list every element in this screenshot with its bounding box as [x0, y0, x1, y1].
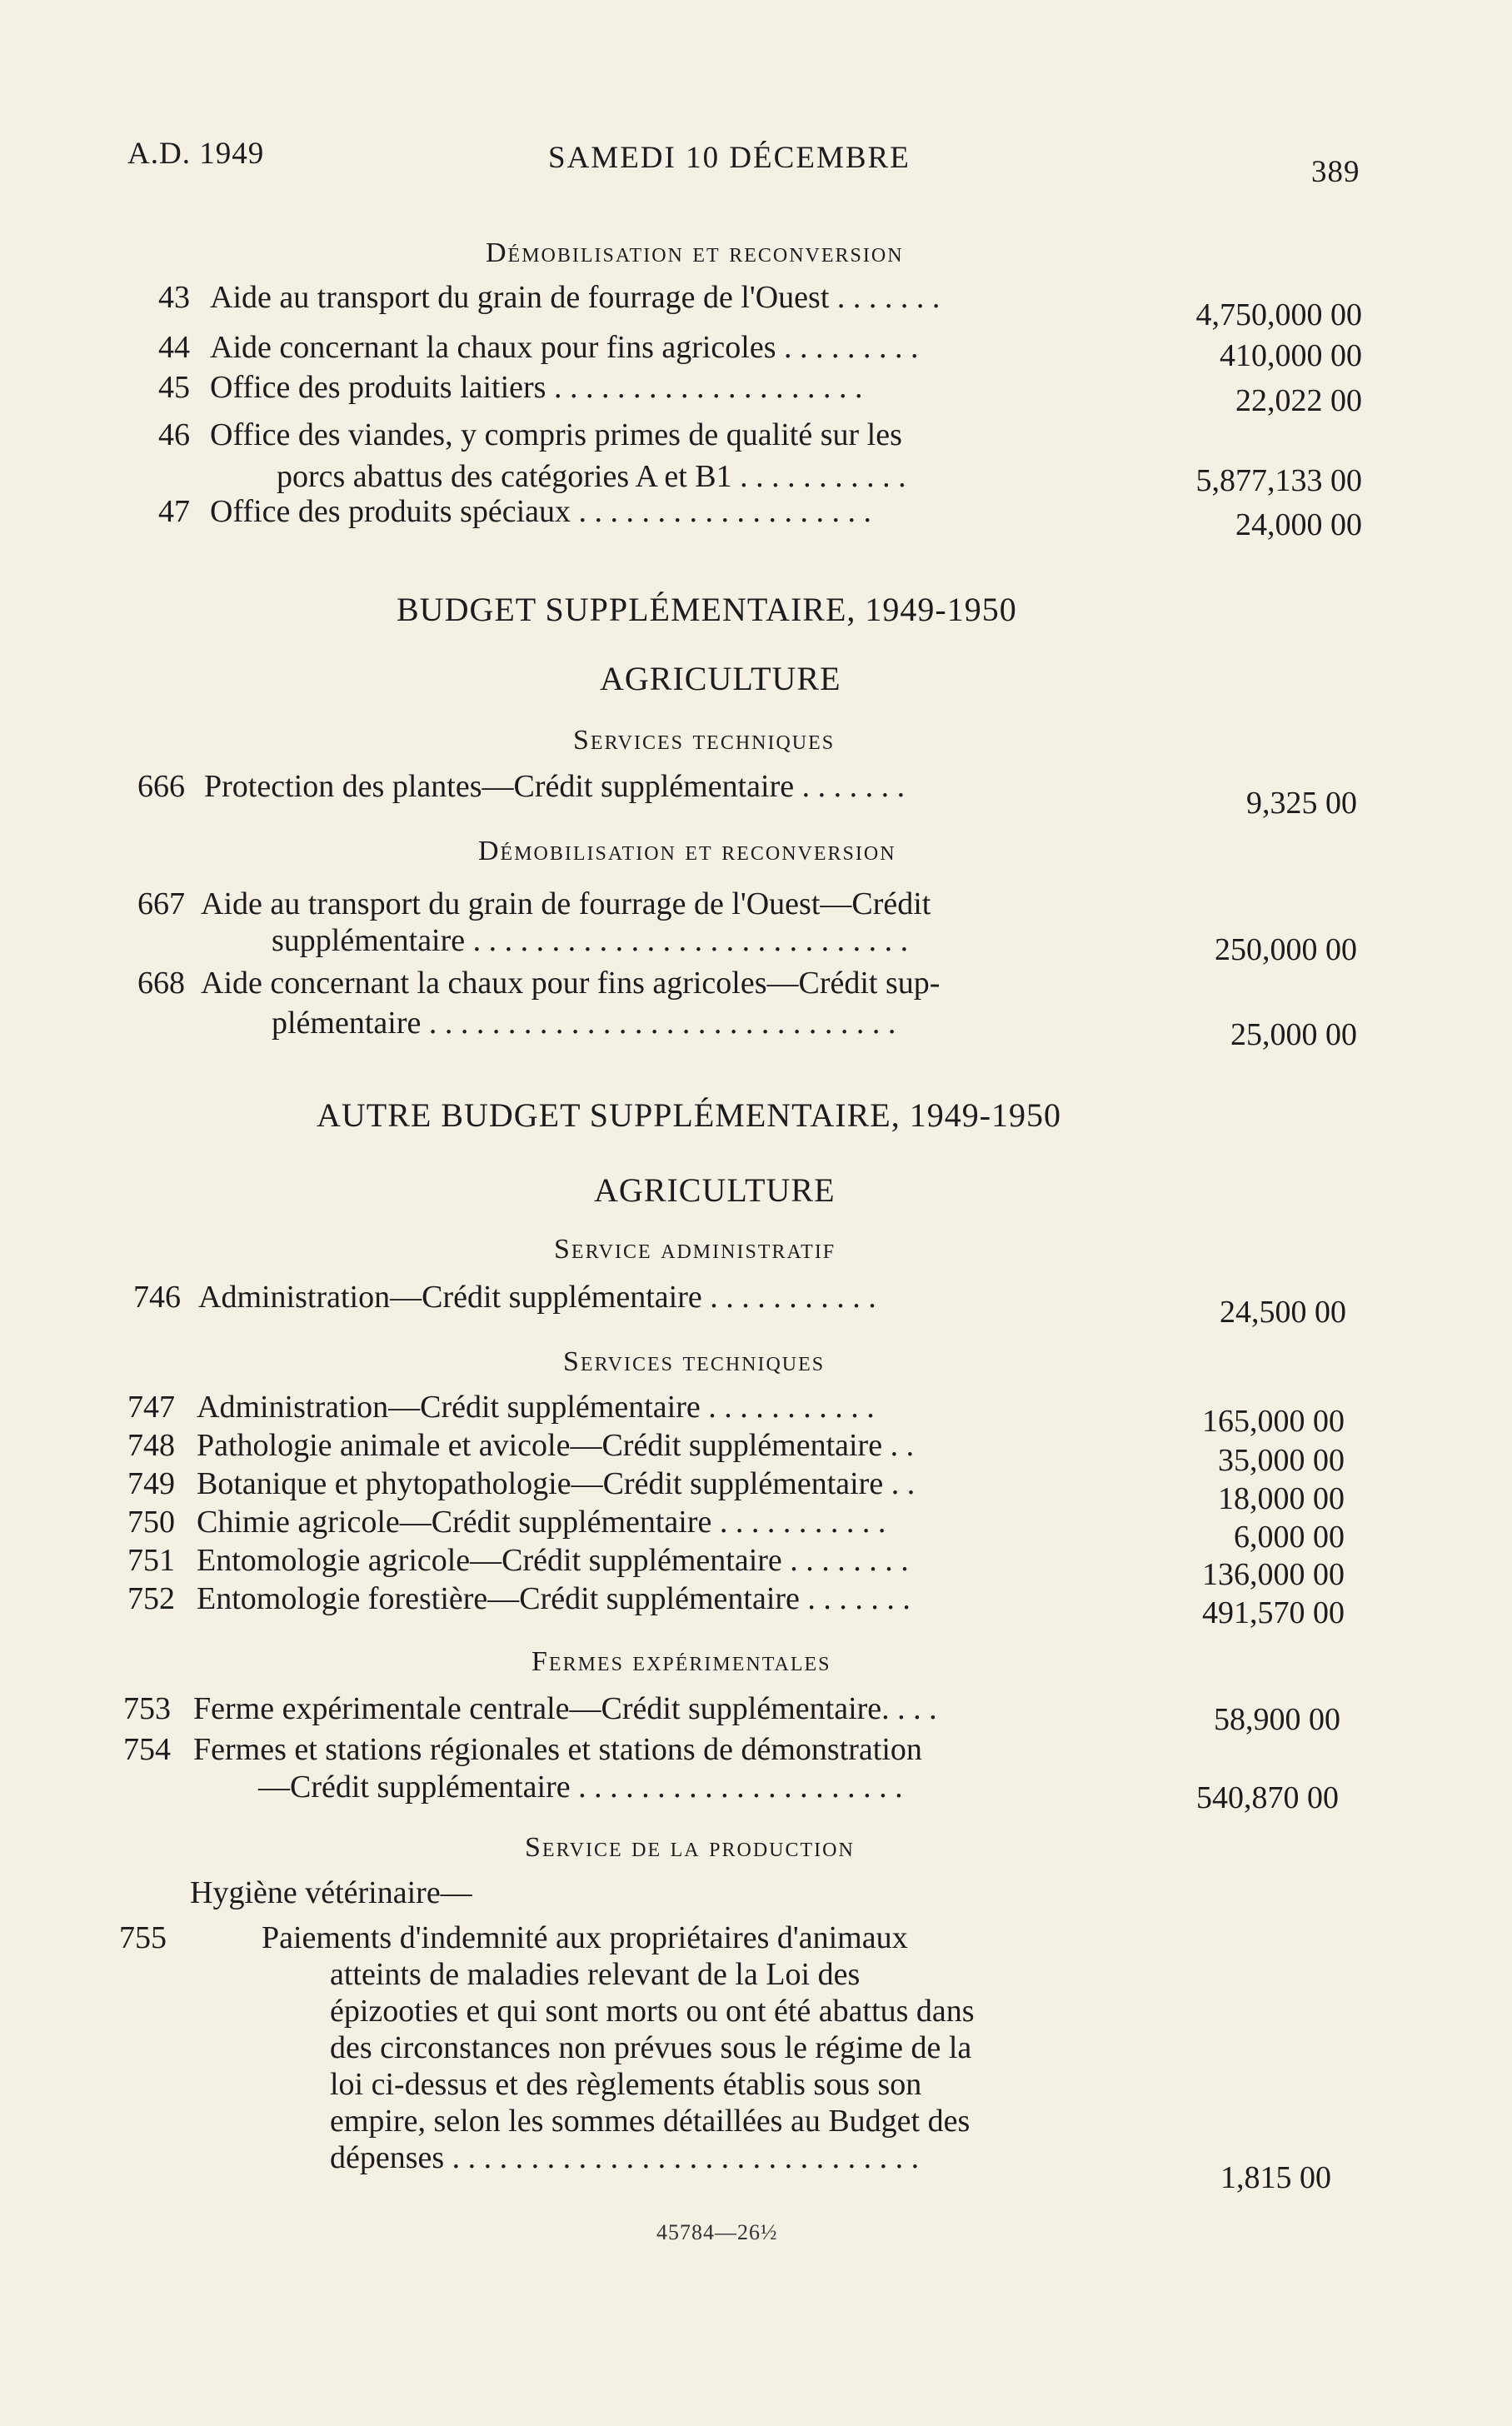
- item-amount: 491,570 00: [1202, 1595, 1345, 1630]
- item-number: 748: [127, 1428, 175, 1463]
- item-text: Paiements d'indemnité aux propriétaires d'animaux: [262, 1920, 908, 1955]
- item-amount: 9,325 00: [1246, 786, 1357, 821]
- section-heading-technical: Services techniques: [563, 1346, 826, 1377]
- subsection-label: Hygiène vétérinaire—: [190, 1875, 472, 1910]
- item-amount: 18,000 00: [1218, 1481, 1345, 1516]
- item-text: Protection des plantes—Crédit supplémentaire . . . . . . .: [204, 769, 906, 804]
- item-number: 750: [127, 1505, 175, 1540]
- item-amount: 25,000 00: [1230, 1017, 1357, 1052]
- item-text-continued: loi ci-dessus et des règlements établis sous son: [330, 2067, 922, 2102]
- item-text: Chimie agricole—Crédit supplémentaire . . . . . . . . . . .: [197, 1505, 886, 1540]
- header-year: A.D. 1949: [127, 137, 265, 171]
- item-text: Office des produits laitiers . . . . . . . . . . . . . . . . . . . .: [210, 370, 863, 405]
- item-text: Administration—Crédit supplémentaire . . . . . . . . . . .: [197, 1390, 875, 1425]
- item-text-continued: supplémentaire . . . . . . . . . . . . . . . . . . . . . . . . . . . .: [272, 923, 909, 958]
- item-number: 747: [127, 1390, 175, 1425]
- section-heading-production: Service de la production: [525, 1832, 855, 1863]
- item-text-continued: épizooties et qui sont morts ou ont été abattus dans: [330, 1994, 975, 2029]
- item-number: 667: [137, 886, 185, 921]
- item-amount: 6,000 00: [1234, 1520, 1345, 1555]
- item-number: 751: [127, 1543, 175, 1578]
- item-number: 44: [158, 330, 190, 365]
- item-amount: 1,815 00: [1220, 2160, 1331, 2195]
- item-amount: 410,000 00: [1220, 338, 1362, 373]
- budget-subtitle: AGRICULTURE: [594, 1171, 836, 1209]
- item-text-continued: empire, selon les sommes détaillées au Budget des: [330, 2104, 971, 2139]
- item-number: 45: [158, 370, 190, 405]
- item-text: Fermes et stations régionales et stations de démonstration: [193, 1732, 922, 1767]
- item-text: Botanique et phytopathologie—Crédit supplémentaire . .: [197, 1466, 916, 1501]
- item-number: 753: [123, 1691, 171, 1726]
- item-text: Entomologie agricole—Crédit supplémentaire . . . . . . . .: [197, 1543, 909, 1578]
- budget-title: BUDGET SUPPLÉMENTAIRE, 1949-1950: [397, 591, 1017, 628]
- item-text-continued: porcs abattus des catégories A et B1 . . . . . . . . . . .: [277, 459, 906, 494]
- item-number: 668: [137, 966, 185, 1001]
- item-number: 755: [119, 1920, 167, 1955]
- item-amount: 250,000 00: [1215, 932, 1357, 967]
- item-amount: 35,000 00: [1218, 1443, 1345, 1478]
- section-heading-administrative: Service administratif: [554, 1234, 836, 1265]
- item-number: 666: [137, 769, 185, 804]
- item-text: Aide au transport du grain de fourrage de l'Ouest—Crédit: [201, 886, 931, 921]
- item-text: Office des produits spéciaux . . . . . . . . . . . . . . . . . . .: [210, 494, 872, 529]
- section-heading-farms: Fermes expérimentales: [531, 1646, 831, 1677]
- item-amount: 4,750,000 00: [1195, 297, 1362, 332]
- item-number: 749: [127, 1466, 175, 1501]
- item-number: 47: [158, 494, 190, 529]
- item-number: 46: [158, 417, 190, 452]
- item-amount: 165,000 00: [1202, 1404, 1345, 1439]
- section-heading-technical: Services techniques: [573, 725, 836, 756]
- header-date: SAMEDI 10 DÉCEMBRE: [548, 141, 911, 175]
- item-number: 754: [123, 1732, 171, 1767]
- item-text: Aide concernant la chaux pour fins agricoles . . . . . . . . .: [210, 330, 919, 365]
- item-text-continued: atteints de maladies relevant de la Loi des: [330, 1957, 861, 1992]
- item-text: Pathologie animale et avicole—Crédit supplémentaire . .: [197, 1428, 915, 1463]
- item-amount: 136,000 00: [1202, 1557, 1345, 1592]
- printer-code: 45784—26½: [656, 2220, 778, 2244]
- budget-title: AUTRE BUDGET SUPPLÉMENTAIRE, 1949-1950: [317, 1096, 1062, 1134]
- item-text: Entomologie forestière—Crédit supplémentaire . . . . . . .: [197, 1581, 911, 1616]
- item-amount: 22,022 00: [1235, 383, 1362, 418]
- item-text: Office des viandes, y compris primes de qualité sur les: [210, 417, 902, 452]
- item-number: 752: [127, 1581, 175, 1616]
- item-text-continued: plémentaire . . . . . . . . . . . . . . . . . . . . . . . . . . . . . .: [272, 1006, 896, 1041]
- item-number: 43: [158, 280, 190, 315]
- item-text-continued: des circonstances non prévues sous le régime de la: [330, 2030, 972, 2065]
- item-text: Aide concernant la chaux pour fins agricoles—Crédit sup-: [201, 966, 941, 1001]
- page-number: 389: [1311, 155, 1360, 189]
- section-heading-demobilisation: Démobilisation et reconversion: [478, 836, 896, 866]
- item-amount: 540,870 00: [1196, 1780, 1339, 1815]
- item-amount: 24,000 00: [1235, 507, 1362, 542]
- item-amount: 58,900 00: [1214, 1702, 1340, 1737]
- budget-subtitle: AGRICULTURE: [600, 660, 841, 697]
- item-amount: 24,500 00: [1220, 1295, 1346, 1330]
- item-amount: 5,877,133 00: [1195, 463, 1362, 498]
- item-text-continued: dépenses . . . . . . . . . . . . . . . . . . . . . . . . . . . . . .: [330, 2140, 920, 2175]
- item-number: 746: [133, 1280, 181, 1315]
- item-text-continued: —Crédit supplémentaire . . . . . . . . . . . . . . . . . . . . .: [258, 1770, 903, 1805]
- section-heading-demobilisation: Démobilisation et reconversion: [486, 237, 904, 268]
- item-text: Aide au transport du grain de fourrage de l'Ouest . . . . . . .: [210, 280, 941, 315]
- item-text: Ferme expérimentale centrale—Crédit supplémentaire. . . .: [193, 1691, 937, 1726]
- item-text: Administration—Crédit supplémentaire . . . . . . . . . . .: [198, 1280, 876, 1315]
